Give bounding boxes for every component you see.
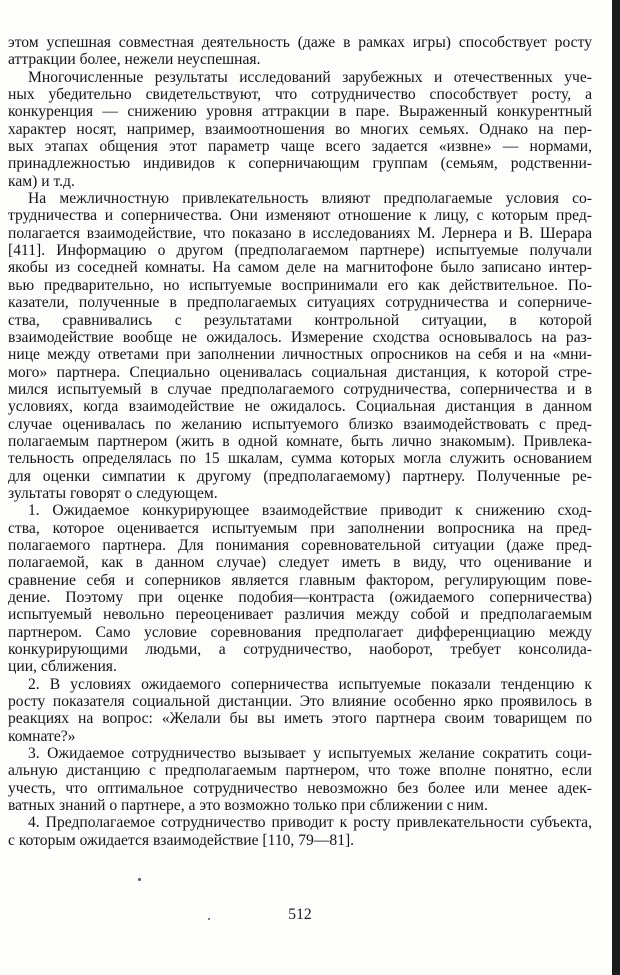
body-text [8,34,592,849]
text-line: кам) и т.д. [8,172,75,190]
text-line: 3. Ожидаемое сотрудничество вызывает у испытуемых желание сократить соци- [28,745,592,763]
scan-edge-shadow [612,0,620,975]
text-line: 1. Ожидаемое конкурирующее взаимодействие приводит к снижению сход- [28,502,592,520]
text-line: взаимодействие вообще не ожидалось. Измерение сходства основывалось на раз- [8,328,592,346]
text-line: якобы из соседней комнаты. На самом деле на магнитофоне было записано интер- [8,259,592,277]
text-line: ства, сравнивались с результатами контрольной ситуации, в которой [8,311,592,329]
text-line: этом успешная совместная деятельность (даже в рамках игры) способствует росту [8,34,592,51]
text-line: зультаты говорят о следующем. [8,484,218,502]
text-line: характер носят, например, взаимоотношения во многих семьях. Однако на пер- [8,120,592,138]
text-line: [411]. Информацию о другом (предполагаемом партнере) испытуемые получали [8,242,592,260]
text-line: с которым ожидается взаимодействие [110, 79—81]. [8,831,355,849]
text-line: испытуемый невольно переоценивает различия между собой и предполагаемым [8,606,592,624]
text-line: ных убедительно свидетельствуют, что сотрудничество способствует росту, а [8,86,592,104]
text-line: трудничества и соперничества. Они изменяют отношение к лицу, с которым пред- [8,207,592,225]
text-line: сравнение себя и соперников является главным фактором, регулирующим пове- [8,571,592,589]
text-line: полагается взаимодействие, что показано в исследованиях М. Лернера и В. Шерара [8,224,592,242]
text-line: ватных знаний о партнере, а это возможно только при сближении с ним. [8,797,488,815]
scan-speck [138,878,141,881]
text-line: условиях, когда взаимодействие не ожидалось. Социальная дистанция в данном [8,398,592,416]
text-line: полагаемым партнером (жить в одной комнате, быть лично знакомым). Привлека- [8,432,592,450]
text-line: ства, которое оценивается испытуемым при заполнении вопросника на пред- [8,519,592,537]
text-line: конкуренция — снижению уровня аттракции в паре. Выраженный конкурентный [8,103,592,121]
text-line: Многочисленные результаты исследований зарубежных и отечественных уче- [28,68,592,86]
text-line: 2. В условиях ожидаемого соперничества испытуемые показали тенденцию к [28,675,592,693]
text-line: конкурирующими людьми, а сотрудничество, наоборот, требует консолида- [8,641,592,659]
text-line: 4. Предполагаемое сотрудничество приводит к росту привлекательности субъекта, [28,814,592,832]
text-line: учесть, что оптимальное сотрудничество невозможно без более или менее адек- [8,779,592,797]
text-line: альную дистанцию с предполагаемым партнером, что тоже вполне понятно, если [8,762,592,780]
text-line: принадлежностью индивидов к соперничающим группам (семьям, родственни- [8,155,592,173]
scan-speck [208,918,210,920]
text-line: вых этапах общения этот параметр чаще всего задается «извне» — нормами, [8,138,592,156]
text-line: случае оценивалась по желанию испытуемого близко взаимодействовать с пред- [8,415,592,433]
page-number: 512 [288,906,312,923]
text-line: мился испытуемый в случае предполагаемого сотрудничества, соперничества и в [8,380,592,398]
text-line: вью предварительно, но испытуемые воспринимали его как действительное. По- [8,276,592,294]
text-line: партнером. Само условие соревнования предполагает дифференциацию между [8,623,592,641]
text-line: реакциях на вопрос: «Желали бы вы иметь этого партнера своим товарищем по [8,710,592,728]
text-line: росту показателя социальной дистанции. Это влияние особенно ярко проявилось в [8,693,592,711]
text-line: для оценки симпатии к другому (предполагаемому) партнеру. Полученные ре- [8,467,592,485]
text-line: нице между ответами при заполнении личностных опросников на себя и на «мни- [8,346,592,364]
text-line: аттракции более, нежели неуспешная. [8,51,261,69]
text-line: казатели, полученные в предполагаемых ситуациях сотрудничества и соперниче- [8,294,592,312]
text-line: полагаемого партнера. Для понимания соревновательной ситуации (даже пред- [8,536,592,554]
text-line: ции, сближения. [8,658,117,676]
text-line: На межличностную привлекательность влияют предполагаемые условия со- [28,190,592,208]
text-line: комнате?» [8,727,76,745]
text-line: тельность определялась по 15 шкалам, сумма которых могла служить основанием [8,450,592,468]
text-line: дение. Поэтому при оценке подобия—контраста (ожидаемого соперничества) [8,589,592,606]
text-line: полагаемой, как в данном случае) следует иметь в виду, что оценивание и [8,554,592,572]
text-line: мого» партнера. Специально оценивалась социальная дистанция, к которой стре- [8,363,592,381]
